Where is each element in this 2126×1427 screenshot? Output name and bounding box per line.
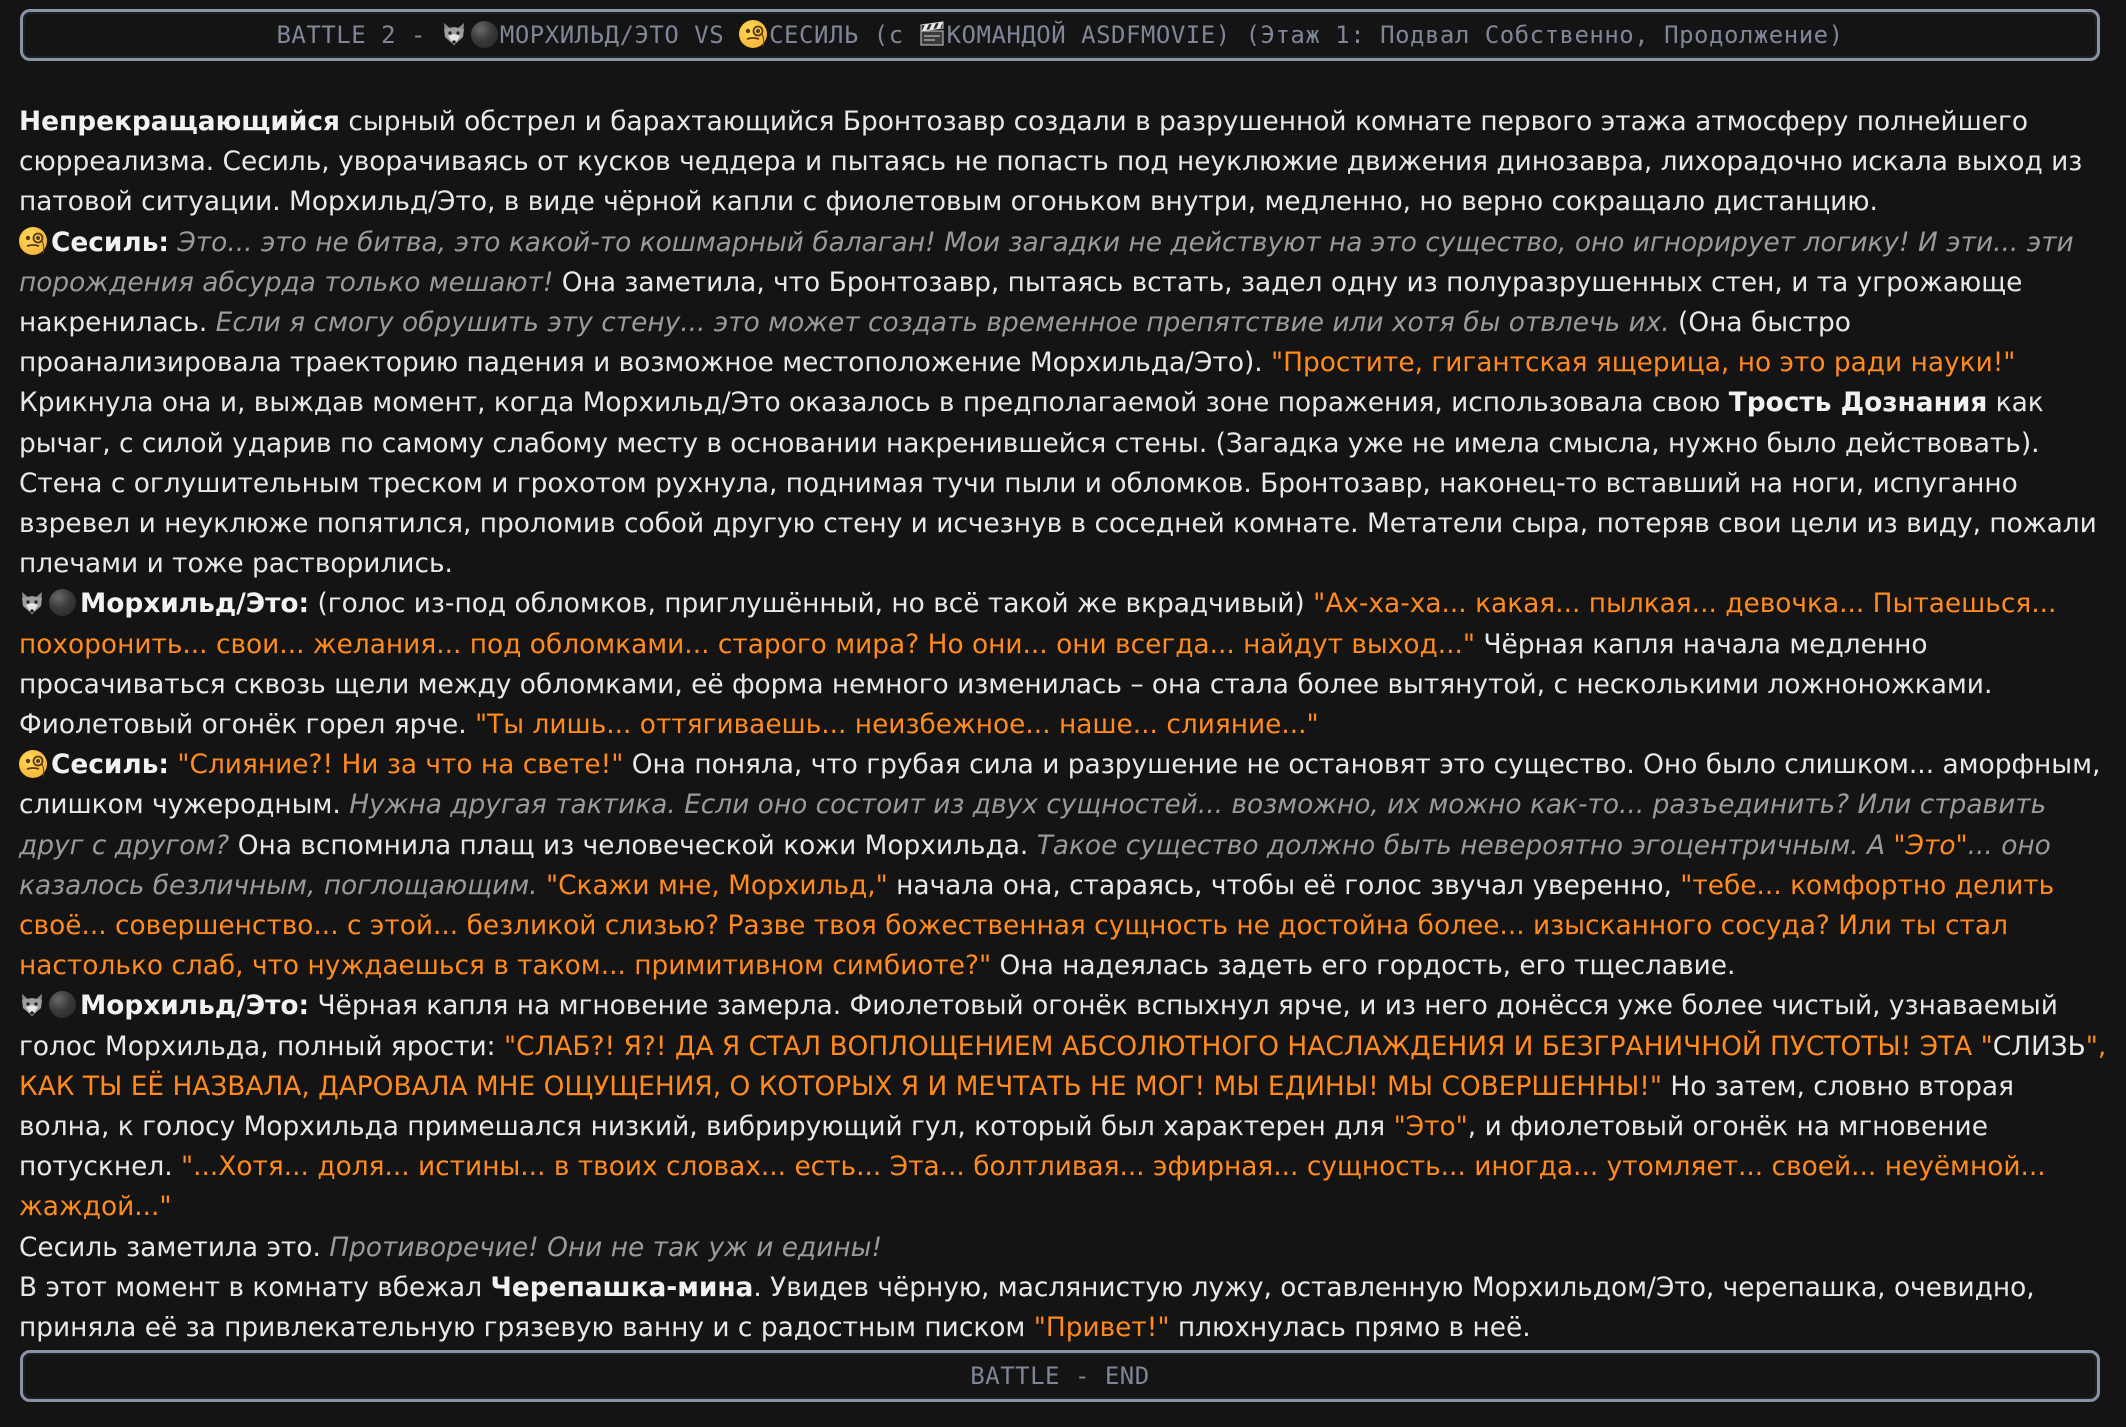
wolf-face-icon [19,992,45,1018]
dialogue-quote: "Простите, гигантская ящерица, но это ради науки!" [1271,347,2016,379]
thought-text: Это... это не битва, это какой-то кошмарный балаган! Мои загадки не действуют на это существо, оно игнорирует логику! И эти... эти порождения абсурда только мешают! [19,226,2074,298]
battle-header-banner [20,9,2100,61]
narrative-text: Она вспомнила плащ из человеческой кожи Морхильда. [229,829,1037,861]
speaker-name: Морхильд/Это: [80,990,310,1022]
dialogue-quote-inner: СЛИЗЬ [1992,1030,2086,1062]
narrative-text: В этот момент в комнату вбежал [19,1271,491,1303]
dialogue-quote: "Слияние?! Ни за что на свете!" [168,749,624,781]
narrative-text: Сесиль заметила это. [19,1231,330,1263]
narrative-paragraph [19,1268,2109,1348]
dialogue-quote: ", КАК ТЫ ЕЁ НАЗВАЛА, ДАРОВАЛА МНЕ ОЩУЩЕНИЯ, О КОТОРЫХ Я И МЕЧТАТЬ НЕ МОГ! МЫ ЕДИНЫ! МЫ СОВЕРШЕННЫ!" [19,1030,2107,1102]
narrative-text: Чёрная капля на мгновение замерла. Фиолетовый огонёк вспыхнул ярче, и из него донёсся уже более чистый, узнаваемый голос Морхильда, полный ярости: [19,990,2058,1062]
narrative-text: сырный обстрел и барахтающийся Бронтозавр создали в разрушенной комнате первого этажа атмосферу полнейшего сюрреализма. Сесиль, уворачиваясь от кусков чеддера и пытаясь не попасть под неуклюжие движения динозавра, лихорадочно искала выход из патовой ситуации. Морхильд/Это, в виде чёрной капли с фиолетовым огоньком внутри, медленно, но верно сокращало дистанцию. [19,106,2083,218]
battle-end-banner [20,1350,2100,1402]
emphasis-text: Непрекращающийся [19,106,341,137]
narrative-text: (голос из-под обломков, приглушённый, но всё такой же вкрадчивый) [309,588,1314,620]
dialogue-quote: "Ах-ха-ха... какая... пылкая... девочка... Пытаешься... похоронить... свои... желания... под обломками... старого мира? Но они... они всегда... найдут выход..." [19,588,2057,660]
wolf-face-icon [19,590,45,616]
speaker-name: Морхильд/Это: [80,588,310,620]
thought-text: Нужна другая тактика. Если оно состоит из двух сущностей... возможно, их можно как-то... разъединить? Или стравить друг с другом? [19,789,2047,861]
black-circle-icon [471,21,498,48]
narrative-text: . Увидев чёрную, маслянистую лужу, оставленную Морхильдом/Это, черепашка, очевидно, приняла её за привлекательную грязевую ванну и с радостным писком [19,1271,2035,1344]
narrative-text: Она надеялась задеть его гордость, его тщеславие. [991,950,1736,982]
narrative-text: Но затем, словно вторая волна, к голосу Морхильда примешался низкий, вибрирующий гул, который был характерен для [19,1070,2014,1143]
dialogue-quote: "тебе... комфортно делить своё... совершенство... с этой... безликой слизью? Разве твоя божественная сущность не достойна более... изысканного сосуда? Или ты стал настолько слаб, что нуждаешься в таком... примитивном симбиоте?" [19,869,2055,982]
narrative-paragraph [19,1228,2109,1268]
dialogue-quote: "Ты лишь... оттягиваешь... неизбежное... наше... слияние..." [475,709,1319,741]
dialogue-quote: "Привет!" [1033,1312,1170,1344]
black-circle-icon [49,589,76,616]
narrative-text: (Она быстро проанализировала траекторию падения и возможное местоположение Морхильда/Это). [19,307,1851,379]
battle-title-fighter-1: МОРХИЛЬД/ЭТО VS [499,21,740,49]
black-circle-icon [49,991,76,1018]
battle-title-suffix: КОМАНДОЙ ASDFMOVIE) (Этаж 1: Подвал Собственно, Продолжение) [946,21,1844,49]
speaker-line-morhild [19,584,2109,745]
battle-title-prefix: BATTLE 2 - [276,21,441,49]
battle-end-label: BATTLE - END [970,1362,1150,1390]
item-name: Трость Дознания [1728,387,1988,419]
narrative-text: Она поняла, что грубая сила и разрушение не остановят это существо. Оно было слишком... аморфным, слишком чужеродным. [19,749,2101,821]
narrative-text: начала она, стараясь, чтобы её голос звучал уверенно, [887,869,1681,901]
narrative-text: плюхнулась прямо в неё. [1169,1312,1531,1344]
narrative-text: , и фиолетовый огонёк на мгновение потускнел. [19,1111,1988,1183]
battle-narrative [19,102,2109,1389]
thought-text: Противоречие! Они не так уж и едины! [329,1231,883,1263]
monocle-face-icon [739,20,767,48]
narrative-text: как рычаг, с силой ударив по самому слабому месту в основании накренившейся стены. (Загадка уже не имела смысла, нужно было действовать). [19,387,2044,459]
monocle-face-icon [19,227,47,255]
thought-text: Если я смогу обрушить эту стену... это может создать временное препятствие или хотя бы отвлечь их. [215,307,1670,339]
speaker-line-cecil [19,745,2109,986]
narrative-text: Чёрная капля начала медленно просачиваться сквозь щели между обломками, её форма немного изменилась – она стала более вытянутой, с несколькими ложноножками. Фиолетовый огонёк горел ярче. [19,628,1993,741]
speaker-line-cecil [19,223,2109,464]
narrative-text: Стена с оглушительным треском и грохотом рухнула, поднимая тучи пыли и обломков. Бронтозавр, наконец-то вставший на ноги, испуганно взревел и неуклюже попятился, проломив собой другую стену и исчезнув в соседней комнате. Метатели сыра, потеряв свои цели из виду, пожали плечами и тоже растворились. [19,467,2097,580]
dialogue-quote: "Это" [1893,829,1968,861]
clapper-board-icon [919,21,945,47]
monocle-face-icon [19,750,47,778]
dialogue-quote: "СЛАБ?! Я?! ДА Я СТАЛ ВОПЛОЩЕНИЕМ АБСОЛЮТНОГО НАСЛАЖДЕНИЯ И БЕЗГРАНИЧНОЙ ПУСТОТЫ! ЭТА " [503,1030,1993,1062]
dialogue-quote: "Скажи мне, Морхильд," [545,869,888,901]
dialogue-quote: "...Хотя... доля... истины... в твоих словах... есть... Эта... болтливая... эфирная... сущность... иногда... утомляет... своей... неуёмной... жаждой..." [19,1151,2046,1223]
narrative-paragraph [19,464,2109,585]
character-name: Черепашка-мина [490,1271,754,1303]
narrative-text [538,870,546,901]
thought-text: ... оно казалось безличным, поглощающим. [19,829,2051,901]
battle-title-fighter-2: СЕСИЛЬ (с [769,21,919,49]
speaker-name: Сесиль: [51,749,169,781]
wolf-face-icon [441,21,467,47]
speaker-name: Сесиль: [51,226,169,258]
speaker-line-morhild [19,986,2109,1227]
thought-text: Такое существо должно быть невероятно эгоцентричным. А [1036,829,1894,861]
narrative-paragraph [19,102,2109,223]
narrative-text: Крикнула она и, выждав момент, когда Морхильд/Это оказалось в предполагаемой зоне поражения, использовала свою [19,387,1729,419]
dialogue-quote: "Это" [1393,1111,1468,1143]
narrative-text: Она заметила, что Бронтозавр, пытаясь встать, задел одну из полуразрушенных стен, и та угрожающе накренилась. [19,266,2023,339]
